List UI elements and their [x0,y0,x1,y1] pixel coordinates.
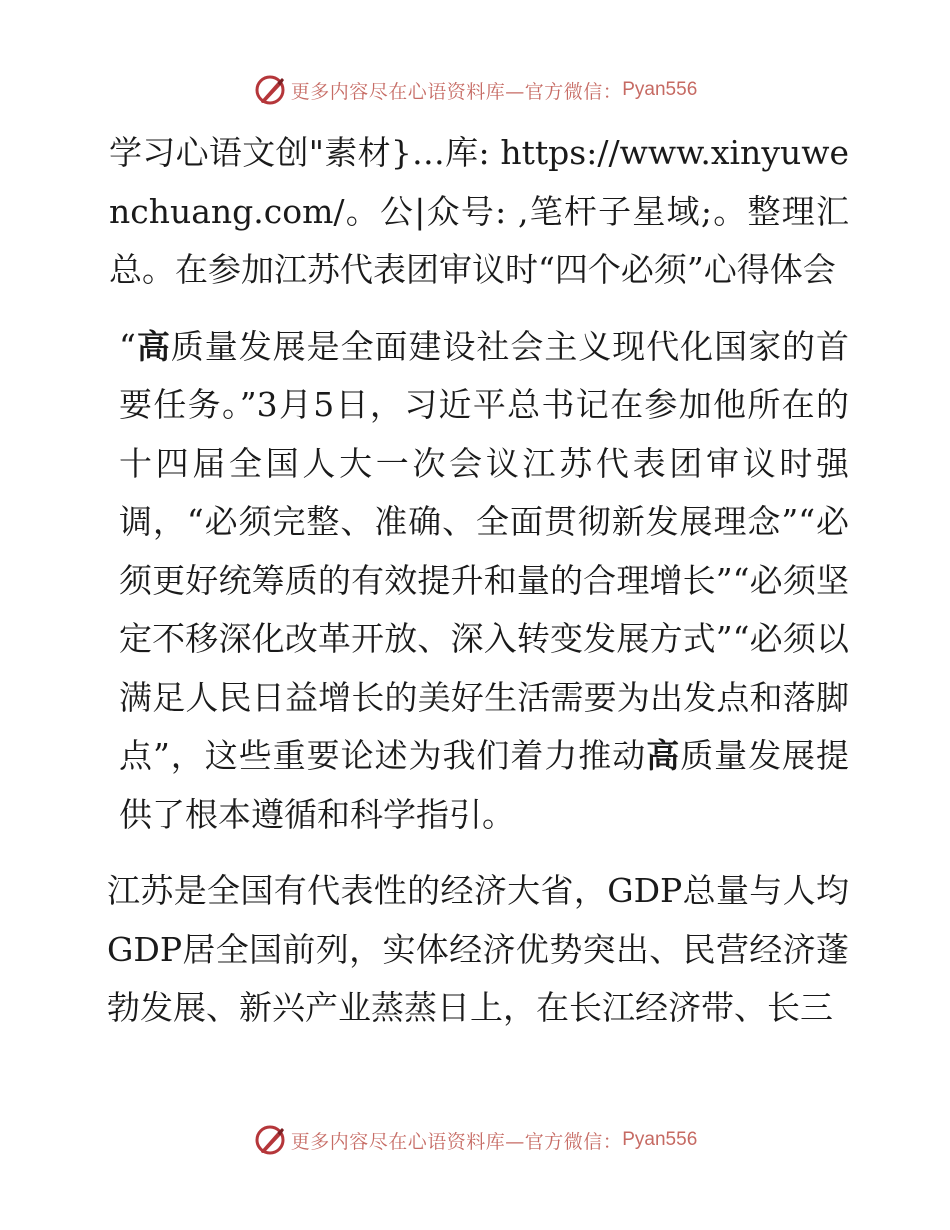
paragraph-main-body: 质量发展是全面建设社会主义现代化国家的首要任务。”3月5日，习近平总书记在参加他所在的十四届全国人大一次会议江苏代表团审议时强调，“必须完整、准确、全面贯彻新发展理念”“必须更好统筹质的有效提升和量的合理增长”“必须坚定不移深化改革开放、深入转变发展方式”“必须以满足人民日益增长的美好生活需要为出发点和落脚点”，这些重要论述为我们着力推动 [119,326,850,775]
header-banner-text: 更多内容尽在心语资料库—官方微信： [290,80,623,103]
paragraph-main [97,318,849,845]
paragraph-main-end: 质量发展提供了根本遵循和科学指引。 [119,736,850,834]
gao-glyph-2: 高 [646,736,681,775]
pen-logo-icon [253,73,287,107]
footer-banner [0,1120,950,1160]
footer-wechat-id: Pyan556 [622,1129,698,1150]
header-banner [0,70,950,110]
gao-glyph-1: 高 [135,326,171,366]
header-wechat-id: Pyan556 [622,79,698,100]
pen-logo-icon [253,1123,287,1157]
footer-banner-text: 更多内容尽在心语资料库—官方微信： [290,1130,623,1153]
paragraph-jiangsu: 江苏是全国有代表性的经济大省，GDP总量与人均GDP居全国前列，实体经济优势突出、民营经济蓬勃发展、新兴产业蒸蒸日上，在长江经济带、长三 [107,871,849,1027]
open-quote: “ [119,326,136,366]
document-body [97,124,849,1038]
paragraph-intro: 学习心语文创"素材}…库: https://www.xinyuwenchuang.com/。公|众号: ,笔杆子星域;。整理汇总。在参加江苏代表团审议时“四个必须”心得体会 [109,133,849,289]
